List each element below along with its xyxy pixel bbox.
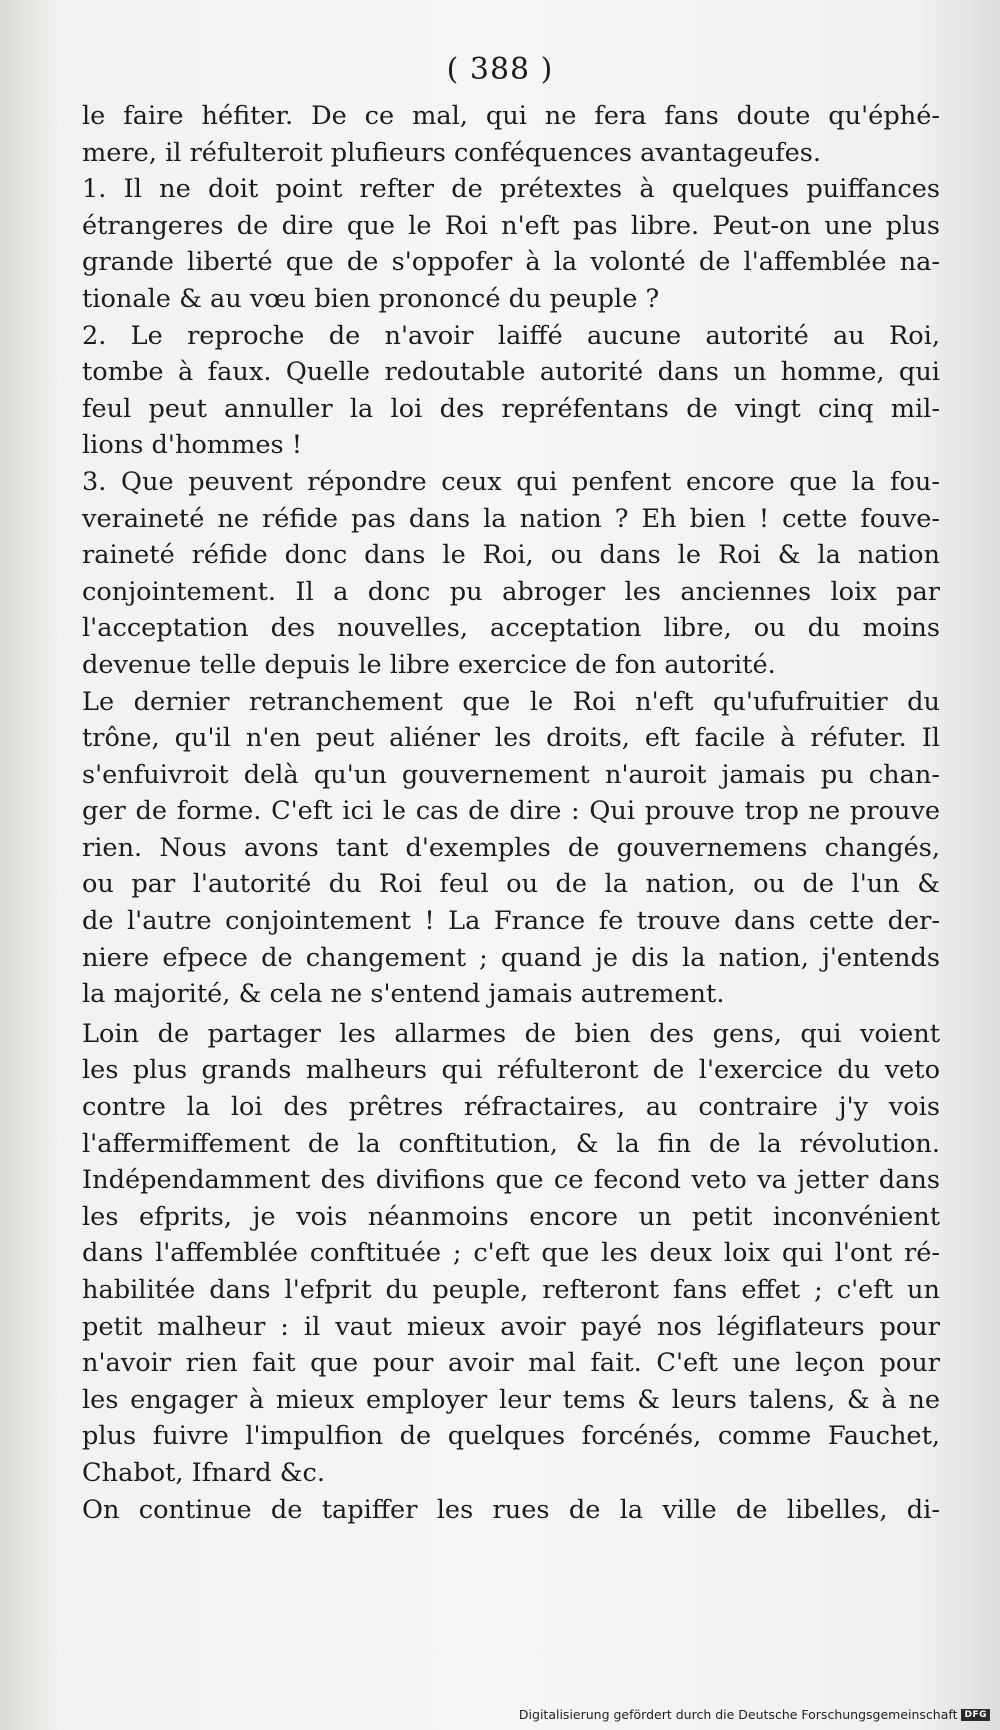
text-line: trône, qu'il n'en peut aliéner les droits, eft facile à réfuter. Il	[82, 723, 940, 754]
text-line: Indépendamment des divifions que ce fecond veto va jetter dans	[82, 1165, 940, 1196]
text-line: devenue telle depuis le libre exercice de fon autorité.	[82, 649, 776, 680]
text-line: mere, il réfulteroit plufieurs conféquences avantageufes.	[82, 137, 822, 168]
text-line: 1. Il ne doit point refter de prétextes à quelques puiffances	[82, 174, 940, 205]
text-line: 3. Que peuvent répondre ceux qui penfent encore que la fou-	[82, 466, 940, 497]
text-line: Le dernier retranchement que le Roi n'eft qu'ufufruitier du	[82, 686, 940, 717]
page-number: ( 388 )	[446, 52, 554, 87]
digitization-credit	[519, 1707, 990, 1722]
text-line: Loin de partager les allarmes de bien des gens, qui voient	[82, 1018, 940, 1049]
text-line: ou par l'autorité du Roi feul ou de la nation, ou de l'un &	[82, 869, 940, 900]
text-line: s'enfuivroit delà qu'un gouvernement n'auroit jamais pu chan-	[82, 759, 940, 790]
text-line: grande liberté que de s'oppofer à la volonté de l'affemblée na-	[82, 247, 940, 278]
text-line: la majorité, & cela ne s'entend jamais autrement.	[82, 979, 725, 1010]
text-line: tionale & au vœu bien prononcé du peuple ?	[82, 283, 660, 314]
text-line: veraineté ne réfide pas dans la nation ? Eh bien ! cette fouve-	[82, 503, 940, 534]
credit-text: Digitalisierung gefördert durch die Deutsche Forschungsgemeinschaft	[518, 1707, 958, 1722]
text-line: habilitée dans l'efprit du peuple, refteront fans effet ; c'eft un	[82, 1275, 940, 1305]
body-text	[82, 98, 940, 1528]
text-line: plus fuivre l'impulfion de quelques forcénés, comme Fauchet,	[82, 1421, 940, 1452]
text-line: étrangeres de dire que le Roi n'eft pas libre. Peut-on une plus	[82, 210, 940, 241]
text-line: ger de forme. C'eft ici le cas de dire : Qui prouve trop ne prouve	[82, 796, 940, 827]
text-line: petit malheur : il vaut mieux avoir payé nos légiflateurs pour	[82, 1311, 940, 1342]
text-line: l'acceptation des nouvelles, acceptation libre, ou du moins	[82, 613, 940, 644]
text-line: niere efpece de changement ; quand je dis la nation, j'entends	[82, 942, 940, 973]
text-line: lions d'hommes !	[82, 430, 303, 461]
text-line: contre la loi des prêtres réfractaires, au contraire j'y vois	[82, 1092, 940, 1123]
dfg-logo: DFG	[961, 1709, 990, 1721]
text-line: dans l'affemblée conftituée ; c'eft que les deux loix qui l'ont ré-	[82, 1238, 940, 1269]
text-line: l'affermiffement de la conftitution, & la fin de la révolution.	[82, 1128, 940, 1159]
text-line: rien. Nous avons tant d'exemples de gouvernemens changés,	[82, 832, 940, 863]
text-line: feul peut annuller la loi des repréfentans de vingt cinq mil-	[82, 393, 940, 424]
text-line: de l'autre conjointement ! La France fe trouve dans cette der-	[82, 906, 940, 937]
text-line: le faire héfiter. De ce mal, qui ne fera fans doute qu'éphé-	[82, 101, 940, 131]
text-line: les plus grands malheurs qui réfulteront de l'exercice du veto	[82, 1055, 940, 1086]
text-line: les engager à mieux employer leur tems & leurs talens, & à ne	[82, 1384, 940, 1415]
text-line: On continue de tapiffer les rues de la ville de libelles, di-	[82, 1494, 940, 1525]
text-line: conjointement. Il a donc pu abroger les anciennes loix par	[82, 576, 940, 607]
text-line: 2. Le reproche de n'avoir laiffé aucune autorité au Roi,	[82, 320, 940, 351]
text-line: les efprits, je vois néanmoins encore un petit inconvénient	[82, 1201, 940, 1232]
text-line: raineté réfide donc dans le Roi, ou dans le Roi & la nation	[82, 540, 940, 571]
text-line: Chabot, Ifnard &c.	[82, 1457, 326, 1488]
text-line: n'avoir rien fait que pour avoir mal fait. C'eft une leçon pour	[82, 1348, 940, 1379]
text-line: tombe à faux. Quelle redoutable autorité dans un homme, qui	[82, 357, 940, 388]
